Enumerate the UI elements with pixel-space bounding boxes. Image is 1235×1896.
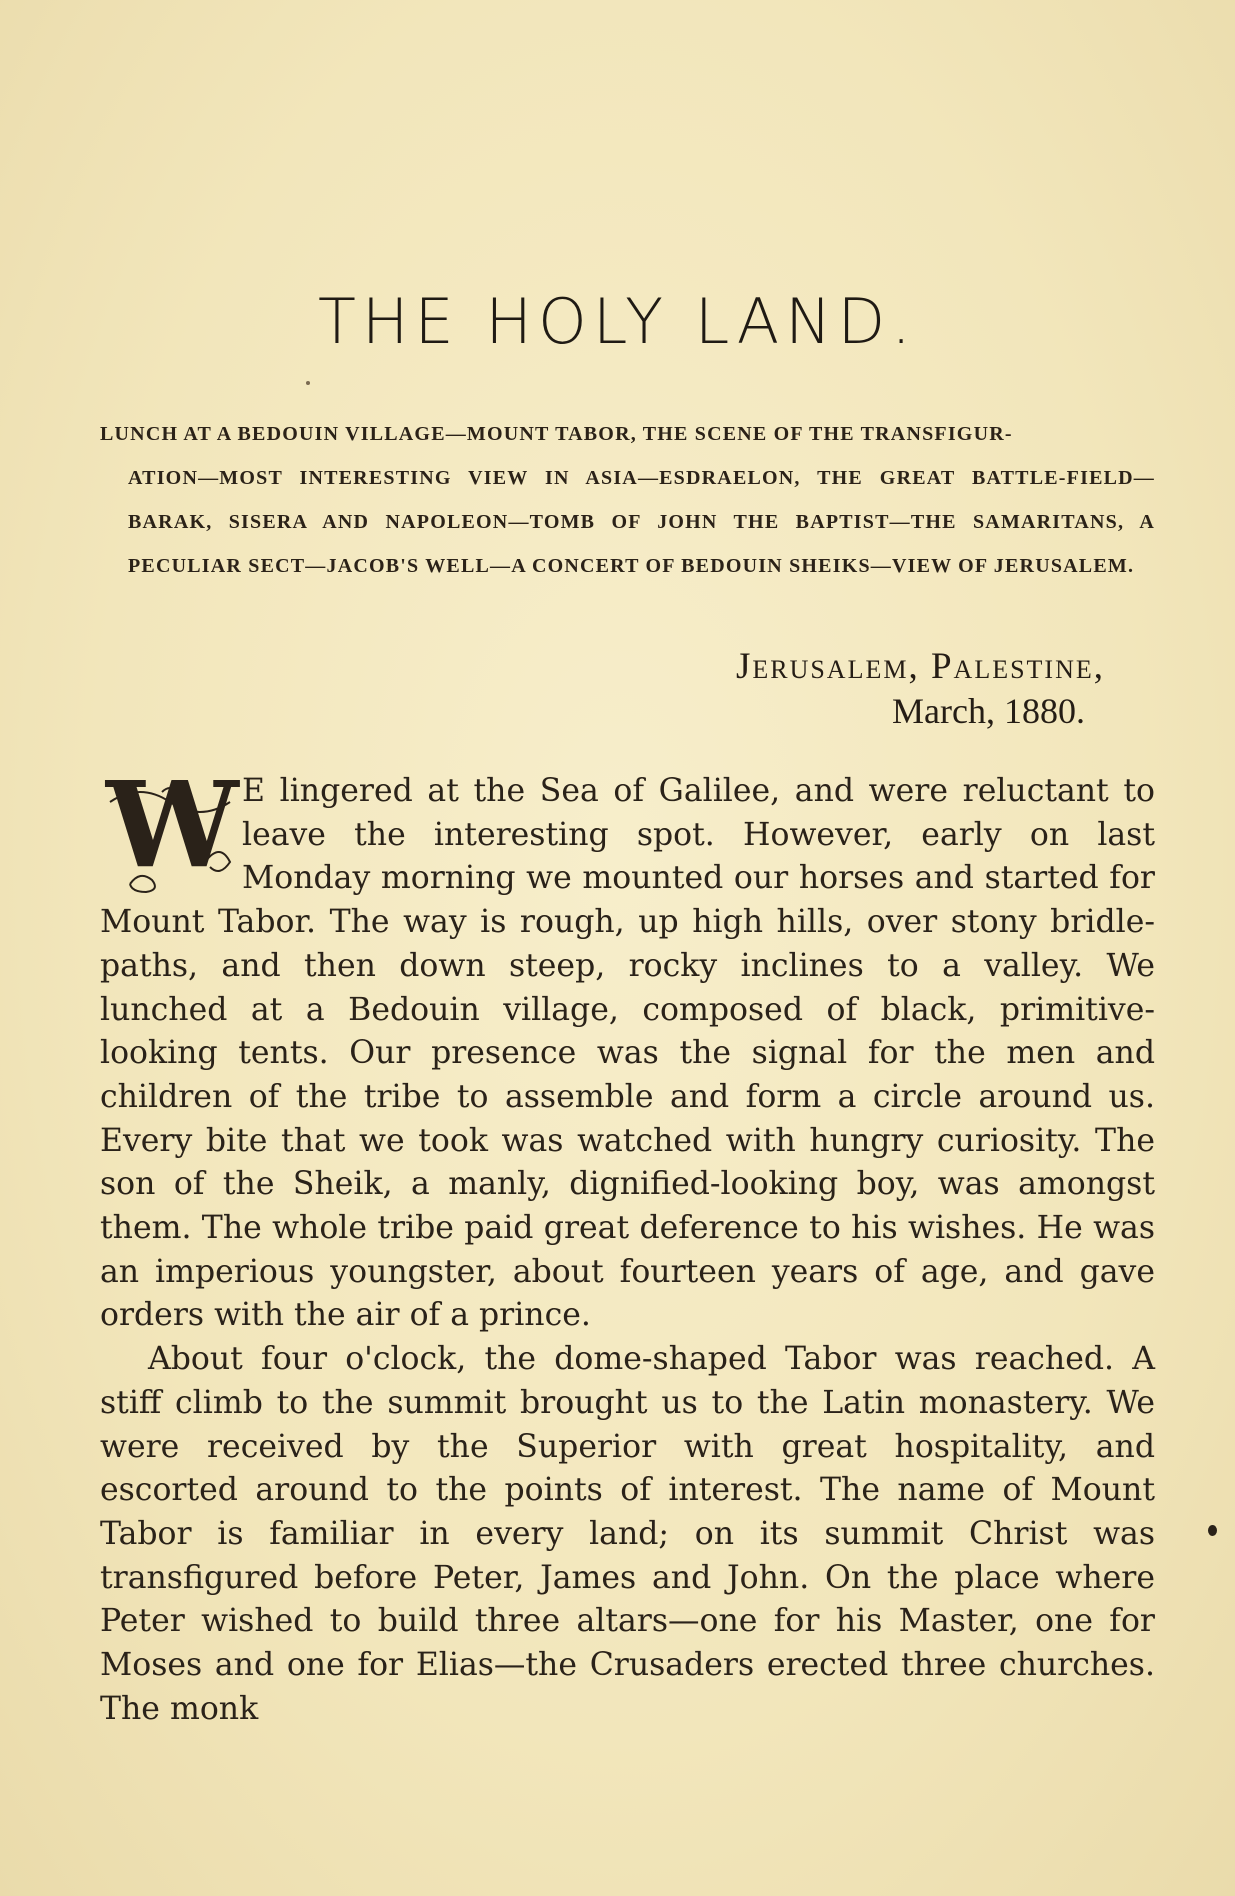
dateline-date: March, 1880. [892, 691, 1085, 731]
chapter-summary-first-line: LUNCH AT A BEDOUIN VILLAGE—MOUNT TABOR, THE SCENE OF THE TRANSFIGUR- [100, 423, 1013, 445]
paragraph-text: E lingered at the Sea of Galilee, and were reluctant to leave the interesting spot. However, early on last Monday morning we mounted our horses and started for Mount Tabor. The way is rough, up high hills, over stony bridle-paths, and then down steep, rocky inclines to a valley. We lunched at a Bedouin village, composed of black, primitive-looking tents. Our presence was the signal for the men and children of the tribe to assemble and form a circle around us. Every bite that we took was watched with hungry curiosity. The son of the Sheik, a manly, dignified-looking boy, was amongst them. The whole tribe paid great deference to his wishes. He was an imperious youngster, about fourteen years of age, and gave orders with the air of a prince. [100, 773, 1155, 1334]
chapter-summary [100, 412, 1155, 588]
paragraph: About four o'clock, the dome-shaped Tabor was reached. A stiff climb to the summit brought us to the Latin monastery. We were received by the Superior with great hospitality, and escorted around to the points of interest. The name of Mount Tabor is familiar in every land; on its summit Christ was transfigured before Peter, James and John. On the place where Peter wished to build three altars—one for his Master, one for Moses and one for Elias—the Crusaders erected three churches. The monk [100, 1341, 1155, 1727]
body-text [100, 755, 1155, 1731]
margin-mark [1208, 1525, 1217, 1536]
dateline-place: Jerusalem, Palestine, [735, 646, 1105, 687]
chapter-summary-continuation: ATION—MOST INTERESTING VIEW IN ASIA—ESDRAELON, THE GREAT BATTLE-FIELD—BARAK, SISERA AND NAPOLEON—TOMB OF JOHN THE BAPTIST—THE SAMARITANS, A PECULIAR SECT—JACOB'S WELL—A CONCERT OF BEDOUIN SHEIKS—VIEW OF JERUSALEM. [128, 467, 1155, 577]
ink-speck [306, 381, 310, 385]
drop-cap [100, 755, 239, 898]
drop-cap-letter: W [106, 755, 239, 894]
paragraph [100, 755, 1155, 1338]
chapter-title: THE HOLY LAND. [318, 285, 917, 358]
dateline [736, 645, 1105, 733]
